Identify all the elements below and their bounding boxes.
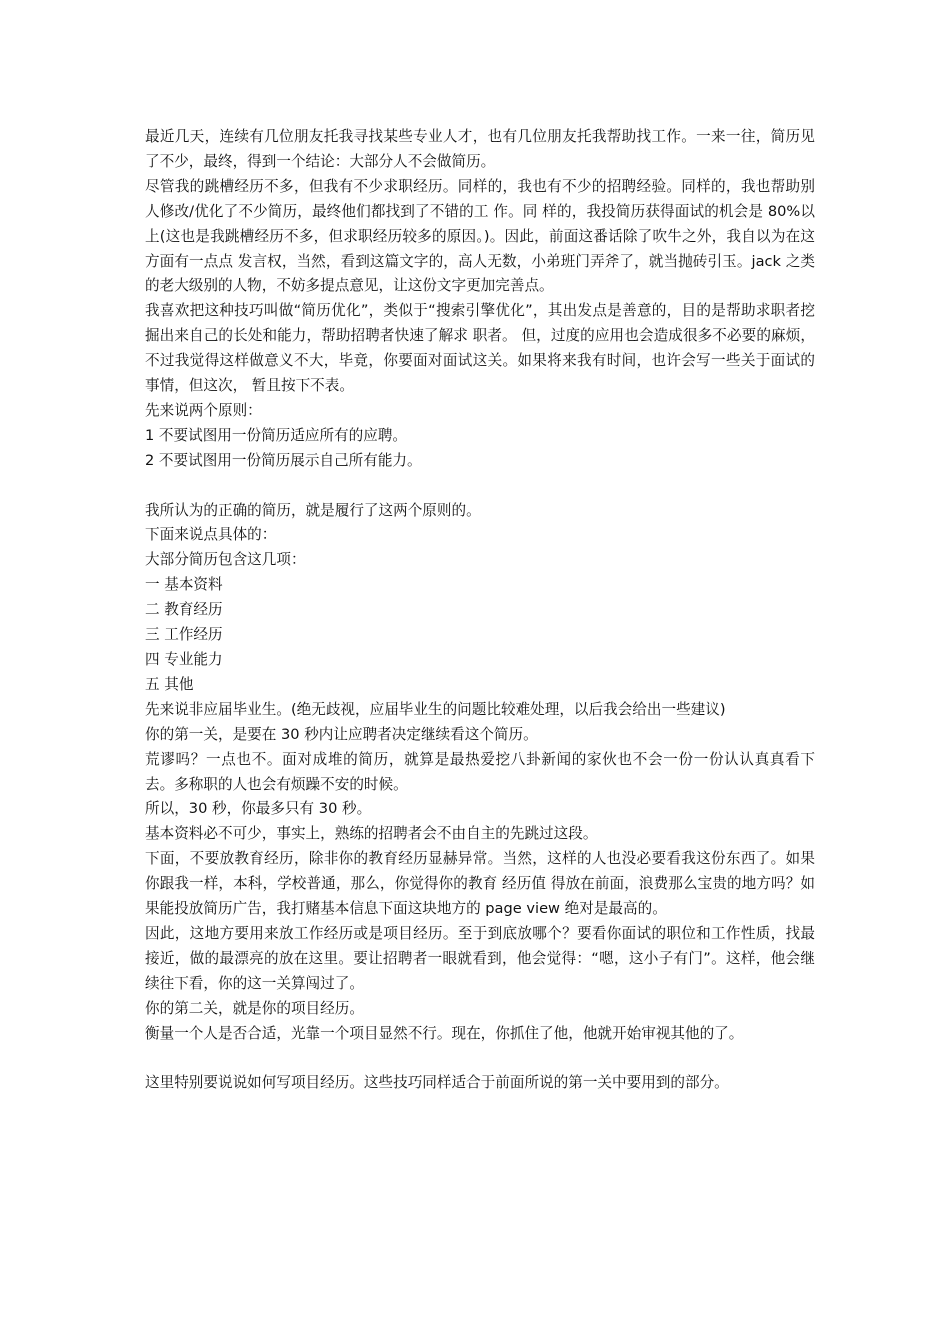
paragraph-education-placement: 下面，不要放教育经历，除非你的教育经历显赫异常。当然，这样的人也没必要看我这份东西了。如果你跟我一样，本科，学校普通，那么，你觉得你的教育 经历值 得放在前面，浪费那么宝贵的地方吗？如果能投放简历广告，我打赌基本信息下面这块地方的 page view 绝对是最高的。 (145, 850, 815, 918)
list-item-education: 二 教育经历 (145, 601, 223, 619)
paragraph-sections-heading: 大部分简历包含这几项： (145, 551, 306, 569)
paragraph-non-graduates: 先来说非应届毕业生。(绝无歧视，应届毕业生的问题比较难处理，以后我会给出一些建议) (145, 700, 726, 718)
paragraph-intro: 最近几天，连续有几位朋友托我寻找某些专业人才，也有几位朋友托我帮助找工作。一来一往，简历见了不少，最终，得到一个结论：大部分人不会做简历。 (145, 128, 815, 170)
paragraph-30-seconds: 所以，30 秒，你最多只有 30 秒。 (145, 800, 372, 818)
document-body (145, 125, 815, 1096)
paragraph-first-hurdle: 你的第一关，是要在 30 秒内让应聘者决定继续看这个简历。 (145, 725, 538, 743)
paragraph-principles-heading: 先来说两个原则： (145, 401, 262, 419)
list-item-work: 三 工作经历 (145, 626, 223, 644)
paragraph-second-hurdle: 你的第二关，就是你的项目经历。 (145, 999, 364, 1017)
paragraph-principle-1: 1 不要试图用一份简历适应所有的应聘。 (145, 426, 408, 444)
paragraph-basic-info: 基本资料必不可少，事实上，熟练的招聘者会不由自主的先跳过这段。 (145, 825, 598, 843)
paragraph-work-placement: 因此，这地方要用来放工作经历或是项目经历。至于到底放哪个？要看你面试的职位和工作性质，找最接近，做的最漂亮的放在这里。要让招聘者一眼就看到，他会觉得：“嗯，这小子有门”。这样，他会继续往下看，你的这一关算闯过了。 (145, 924, 815, 992)
list-item-other: 五 其他 (145, 675, 194, 693)
list-item-skills: 四 专业能力 (145, 651, 223, 669)
paragraph-specifics: 下面来说点具体的： (145, 526, 277, 544)
list-item-basic-info: 一 基本资料 (145, 576, 223, 594)
paragraph-resume-optimization: 我喜欢把这种技巧叫做“简历优化”，类似于“搜索引擎优化”，其出发点是善意的，目的是帮助求职者挖掘出来自己的长处和能力，帮助招聘者快速了解求 职者。 但，过度的应用也会造成很多不必要的麻烦，不过我觉得这样做意义不大，毕竟，你要面对面试这关。如果将来我有时间，也许会写一些关于面试的事情，但这次， 暂且按下不表。 (145, 302, 815, 395)
paragraph-experience: 尽管我的跳槽经历不多，但我有不少求职经历。同样的，我也有不少的招聘经验。同样的，我也帮助别人修改/优化了不少简历，最终他们都找到了不错的工 作。同 样的，我投简历获得面试的机会是 80%以上(这也是我跳槽经历不多，但求职经历较多的原因。)。因此，前面这番话除了吹牛之外，我自以为在这方面有一点点 发言权，当然，看到这篇文字的，高人无数，小弟班门弄斧了，就当抛砖引玉。jack 之类的老大级别的人物，不妨多提点意见，让这份文字更加完善点。 (145, 177, 815, 295)
paragraph-principle-2: 2 不要试图用一份简历展示自己所有能力。 (145, 451, 422, 469)
blank-line (145, 1047, 815, 1072)
paragraph-absurd: 荒谬吗？一点也不。面对成堆的简历，就算是最热爱挖八卦新闻的家伙也不会一份一份认认真真看下去。多称职的人也会有烦躁不安的时候。 (145, 750, 815, 793)
paragraph-correct-resume: 我所认为的正确的简历，就是履行了这两个原则的。 (145, 501, 481, 519)
blank-line (145, 474, 815, 499)
paragraph-project-writing: 这里特别要说说如何写项目经历。这些技巧同样适合于前面所说的第一关中要用到的部分。 (145, 1074, 729, 1092)
paragraph-evaluate: 衡量一个人是否合适，光靠一个项目显然不行。现在，你抓住了他，他就开始审视其他的了。 (145, 1024, 744, 1042)
